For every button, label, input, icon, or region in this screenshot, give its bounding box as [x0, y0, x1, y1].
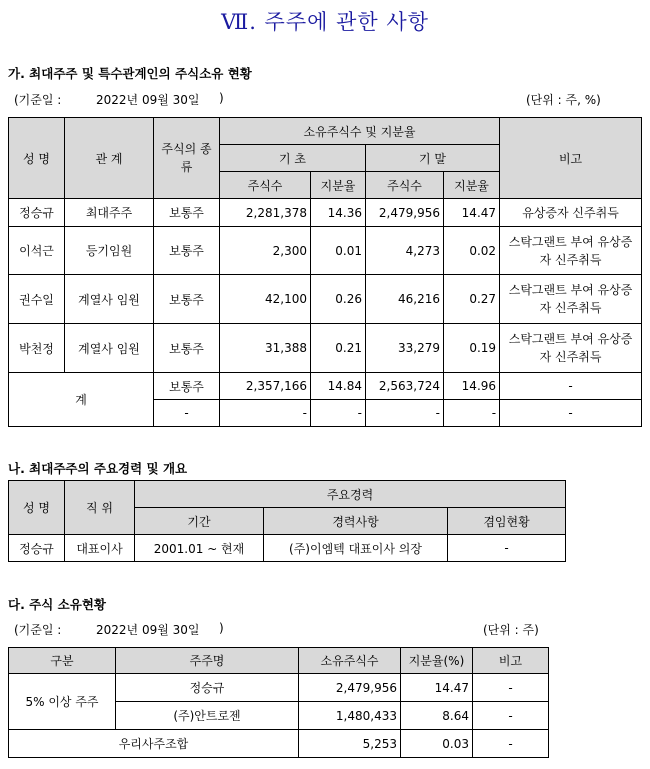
- group-label: 5% 이상 주주: [9, 674, 116, 730]
- base-date-value: 2022년 09월 30일: [96, 93, 200, 107]
- cell-concurrent: -: [448, 535, 566, 562]
- header-stock-type: 주식의 종류: [154, 118, 220, 199]
- cell-type: 보통주: [154, 324, 220, 373]
- cell-ratio-end: 14.47: [444, 199, 500, 227]
- cell-ratio-begin: 14.36: [311, 199, 366, 227]
- table-row: [9, 227, 642, 275]
- cell-name: 박천정: [9, 324, 65, 373]
- section-a-heading: 가. 최대주주 및 특수관계인의 주식소유 현황: [8, 66, 252, 81]
- header-end: 기 말: [366, 145, 500, 172]
- cell-shares-begin: -: [220, 400, 311, 427]
- cell-shares-end: 46,216: [366, 275, 444, 324]
- cell-note: 유상증자 신주취득: [500, 199, 642, 227]
- cell-type: 보통주: [154, 199, 220, 227]
- table-row: [9, 275, 642, 324]
- cell-relation: 계열사 임원: [65, 324, 154, 373]
- header-holding: 소유주식수 및 지분율: [220, 118, 500, 145]
- cell-type: 보통주: [154, 373, 220, 400]
- cell-note: 스탁그랜트 부여 유상증자 신주취득: [500, 324, 642, 373]
- cell-ratio-begin: 14.84: [311, 373, 366, 400]
- base-date-close: ): [219, 621, 224, 635]
- cell-shares-begin: 42,100: [220, 275, 311, 324]
- header-name: 성 명: [9, 481, 65, 535]
- table-row: [9, 730, 549, 758]
- cell-ratio: 0.03: [401, 730, 473, 758]
- header-begin: 기 초: [220, 145, 366, 172]
- cell-shares-begin: 31,388: [220, 324, 311, 373]
- cell-name: 권수일: [9, 275, 65, 324]
- header-name: 성 명: [9, 118, 65, 199]
- cell-shares-begin: 2,300: [220, 227, 311, 275]
- cell-note: -: [473, 674, 549, 702]
- table-row: [9, 674, 549, 702]
- cell-shares: 2,479,956: [299, 674, 401, 702]
- cell-period: 2001.01 ~ 현재: [135, 535, 264, 562]
- unit-label: (단위 : 주): [483, 623, 539, 637]
- cell-type: -: [154, 400, 220, 427]
- total-label: 계: [9, 373, 154, 427]
- cell-ratio-end: 0.27: [444, 275, 500, 324]
- header-concurrent: 겸임현황: [448, 508, 566, 535]
- header-shares-begin: 주식수: [220, 172, 311, 199]
- header-ratio-end: 지분율: [444, 172, 500, 199]
- cell-note: -: [500, 373, 642, 400]
- header-note: 비고: [500, 118, 642, 199]
- cell-ratio-end: 0.19: [444, 324, 500, 373]
- total-row: [9, 373, 642, 400]
- header-ratio: 지분율(%): [401, 648, 473, 674]
- cell-shares: 1,480,433: [299, 702, 401, 730]
- cell-ratio-end: 0.02: [444, 227, 500, 275]
- cell-ratio: 14.47: [401, 674, 473, 702]
- cell-position: 대표이사: [65, 535, 135, 562]
- cell-note: 스탁그랜트 부여 유상증자 신주취득: [500, 275, 642, 324]
- cell-shares-begin: 2,281,378: [220, 199, 311, 227]
- cell-note: 스탁그랜트 부여 유상증자 신주취득: [500, 227, 642, 275]
- header-career: 주요경력: [135, 481, 566, 508]
- page-title: Ⅶ. 주주에 관한 사항: [221, 10, 429, 34]
- cell-note: -: [473, 730, 549, 758]
- career-table: [8, 480, 566, 562]
- header-ratio-begin: 지분율: [311, 172, 366, 199]
- cell-ratio-begin: 0.21: [311, 324, 366, 373]
- base-date-label: (기준일 :: [14, 623, 62, 637]
- header-shares-end: 주식수: [366, 172, 444, 199]
- cell-ratio-begin: -: [311, 400, 366, 427]
- table-row: [9, 199, 642, 227]
- header-history: 경력사항: [264, 508, 448, 535]
- header-relation: 관 계: [65, 118, 154, 199]
- cell-note: -: [500, 400, 642, 427]
- cell-type: 보통주: [154, 275, 220, 324]
- header-note: 비고: [473, 648, 549, 674]
- cell-shares-end: -: [366, 400, 444, 427]
- cell-relation: 최대주주: [65, 199, 154, 227]
- cell-type: 보통주: [154, 227, 220, 275]
- header-period: 기간: [135, 508, 264, 535]
- cell-ratio-begin: 0.01: [311, 227, 366, 275]
- base-date-label: (기준일 :: [14, 93, 62, 107]
- ownership-table: [8, 647, 549, 758]
- table-row: [9, 324, 642, 373]
- major-shareholder-table: [8, 117, 642, 427]
- unit-label: (단위 : 주, %): [526, 93, 601, 107]
- cell-relation: 계열사 임원: [65, 275, 154, 324]
- section-b-heading: 나. 최대주주의 주요경력 및 개요: [8, 461, 188, 476]
- header-shares: 소유주식수: [299, 648, 401, 674]
- table-row: [9, 535, 566, 562]
- cell-ratio-end: -: [444, 400, 500, 427]
- cell-note: -: [473, 702, 549, 730]
- cell-name: 정승규: [9, 535, 65, 562]
- cell-name: 정승규: [9, 199, 65, 227]
- cell-shares: 5,253: [299, 730, 401, 758]
- cell-name: 이석근: [9, 227, 65, 275]
- cell-shares-end: 2,479,956: [366, 199, 444, 227]
- base-date-close: ): [219, 91, 224, 105]
- header-holder: 주주명: [116, 648, 299, 674]
- cell-holder: (주)안트로젠: [116, 702, 299, 730]
- union-label: 우리사주조합: [9, 730, 299, 758]
- header-category: 구분: [9, 648, 116, 674]
- cell-relation: 등기임원: [65, 227, 154, 275]
- cell-shares-begin: 2,357,166: [220, 373, 311, 400]
- cell-shares-end: 33,279: [366, 324, 444, 373]
- cell-holder: 정승규: [116, 674, 299, 702]
- cell-shares-end: 2,563,724: [366, 373, 444, 400]
- cell-history: (주)이엠텍 대표이사 의장: [264, 535, 448, 562]
- cell-ratio-end: 14.96: [444, 373, 500, 400]
- header-position: 직 위: [65, 481, 135, 535]
- cell-shares-end: 4,273: [366, 227, 444, 275]
- cell-ratio-begin: 0.26: [311, 275, 366, 324]
- section-c-heading: 다. 주식 소유현황: [8, 597, 106, 612]
- cell-ratio: 8.64: [401, 702, 473, 730]
- base-date-value: 2022년 09월 30일: [96, 623, 200, 637]
